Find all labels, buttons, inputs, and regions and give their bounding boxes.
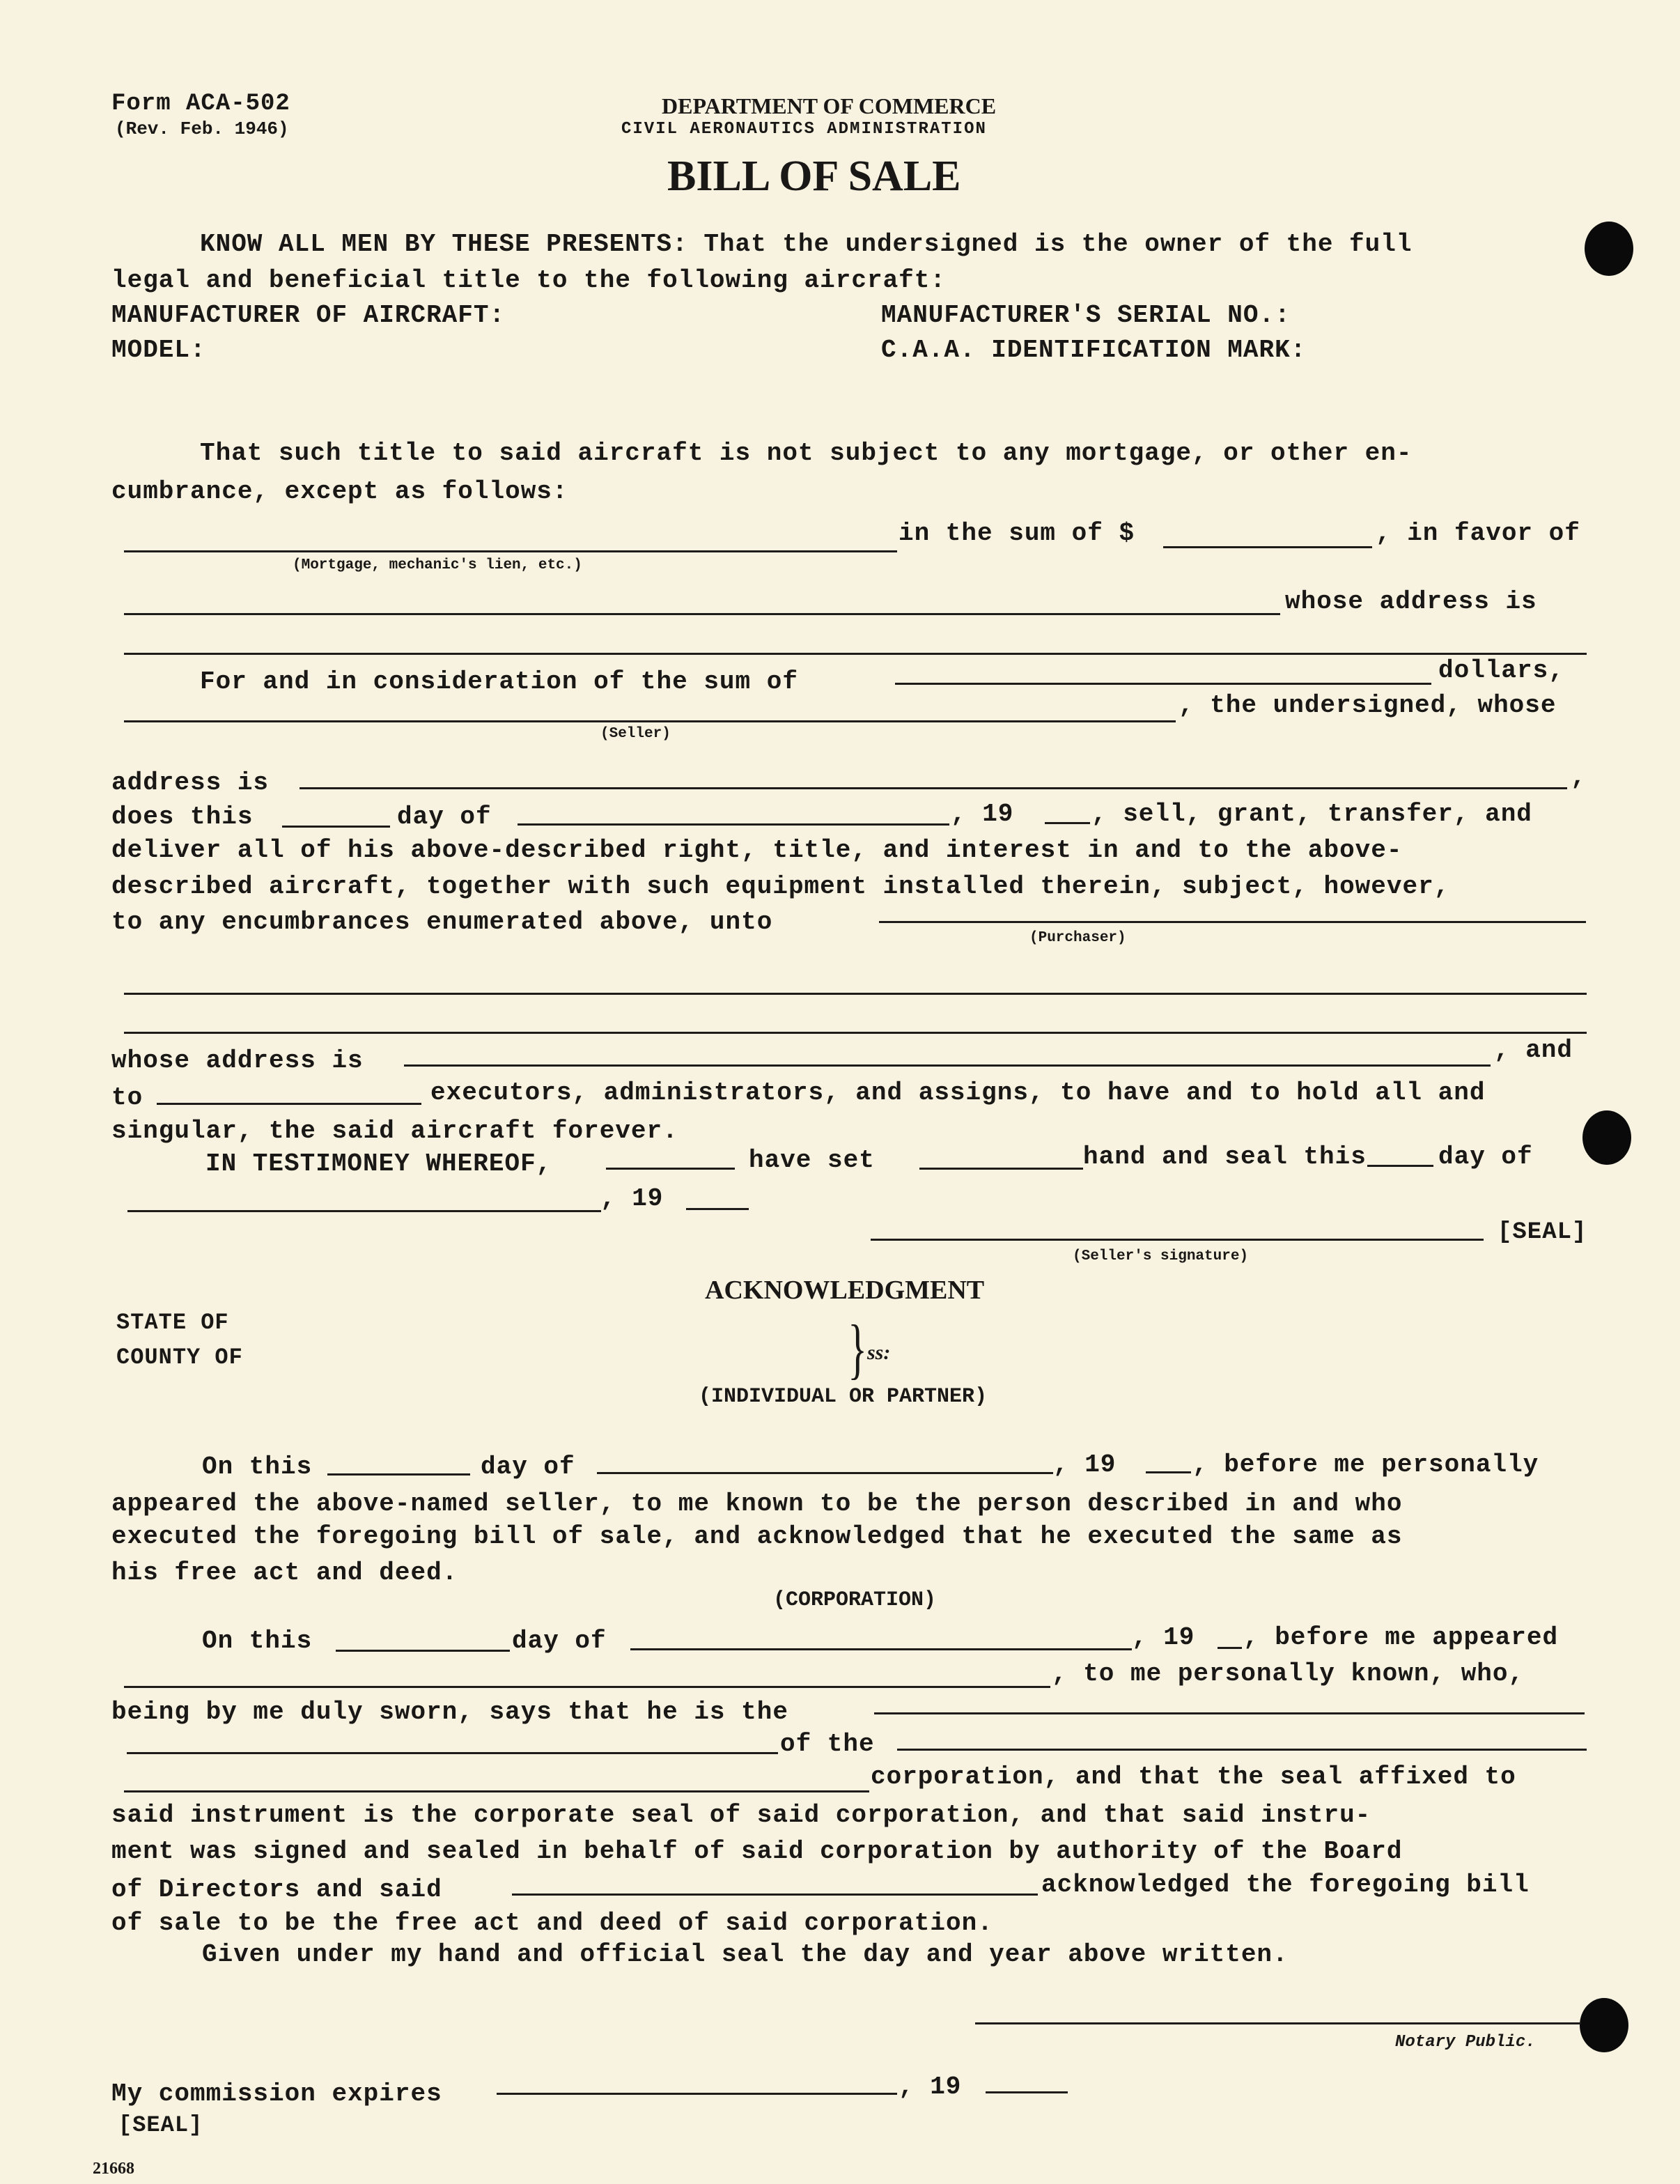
- corp-sworn-text: being by me duly sworn, says that he is the: [111, 1698, 788, 1726]
- intro-line-2: legal and beneficial title to the following aircraft:: [111, 266, 946, 295]
- encumbrance-type-caption: (Mortgage, mechanic's lien, etc.): [293, 557, 582, 573]
- intro-line-1: KNOW ALL MEN BY THESE PRESENTS: That the undersigned is the owner of the full: [200, 230, 1413, 258]
- venue-brace: }: [848, 1311, 867, 1386]
- consideration-prefix: For and in consideration of the sum of: [200, 667, 798, 696]
- corp-before-text: , before me appeared: [1243, 1623, 1559, 1652]
- lienholder-address-field[interactable]: [124, 653, 1587, 655]
- purchaser-caption: (Purchaser): [1029, 930, 1126, 946]
- ind-line-3: executed the foregoing bill of sale, and acknowledged that he executed the same as: [111, 1522, 1403, 1551]
- testimony-day-of-label: day of: [1438, 1143, 1533, 1171]
- punch-hole-middle: [1582, 1110, 1631, 1165]
- deliver-line: deliver all of his above-described right, title, and interest in and to the above-: [111, 836, 1403, 865]
- ind-before-text: , before me personally: [1192, 1450, 1539, 1479]
- corp-officer-title-field[interactable]: [874, 1712, 1585, 1714]
- corp-signed-line: ment was signed and sealed in behalf of said corporation by authority of the Board: [111, 1837, 1403, 1866]
- serial-number-value[interactable]: [1344, 301, 1553, 326]
- purchaser-name-continued-field[interactable]: [124, 993, 1587, 995]
- singular-text: singular, the said aircraft forever.: [111, 1117, 678, 1145]
- commission-year-field[interactable]: [986, 2091, 1068, 2093]
- state-value[interactable]: [265, 1310, 808, 1335]
- sale-year-field[interactable]: [1045, 822, 1090, 824]
- hand-seal-label: hand and seal this: [1083, 1143, 1367, 1171]
- encumbrance-line-2: cumbrance, except as follows:: [111, 477, 568, 506]
- corp-sale-line: of sale to be the free act and deed of said corporation.: [111, 1909, 993, 1937]
- corp-month-field[interactable]: [630, 1648, 1132, 1650]
- heirs-field[interactable]: [157, 1103, 421, 1105]
- testimony-day-field[interactable]: [1367, 1165, 1433, 1167]
- identification-mark-label: C.A.A. IDENTIFICATION MARK:: [881, 336, 1307, 364]
- corp-known-text: , to me personally known, who,: [1052, 1659, 1525, 1688]
- corp-directors-label: of Directors and said: [111, 1875, 442, 1904]
- ind-year-prefix: , 19: [1053, 1450, 1117, 1479]
- corp-corporation-text: corporation, and that the seal affixed to: [871, 1763, 1516, 1791]
- department-name: DEPARTMENT OF COMMERCE: [662, 93, 997, 118]
- encumbrance-sum-field[interactable]: [1163, 546, 1372, 548]
- county-value[interactable]: [279, 1345, 808, 1370]
- purchaser-address-label: whose address is: [111, 1046, 364, 1075]
- corp-acknowledged-text: acknowledged the foregoing bill: [1041, 1871, 1530, 1899]
- corp-acknowledging-officer-field[interactable]: [512, 1893, 1038, 1896]
- manufacturer-label: MANUFACTURER OF AIRCRAFT:: [111, 301, 506, 330]
- model-label: MODEL:: [111, 336, 206, 364]
- seller-caption: (Seller): [600, 726, 671, 742]
- individual-heading: (INDIVIDUAL OR PARTNER): [699, 1385, 988, 1409]
- seller-signature-caption: (Seller's signature): [1073, 1248, 1249, 1264]
- purchaser-name-field[interactable]: [879, 921, 1586, 923]
- ind-day-of-label: day of: [481, 1453, 575, 1481]
- corp-name-continued-field[interactable]: [124, 1790, 869, 1792]
- seller-signature-field[interactable]: [871, 1239, 1484, 1241]
- encumbrance-type-field[interactable]: [124, 550, 897, 552]
- dollars-label: dollars,: [1438, 656, 1564, 685]
- state-label: STATE OF: [116, 1310, 229, 1335]
- ind-year-field[interactable]: [1146, 1471, 1191, 1473]
- punch-hole-bottom: [1580, 1998, 1628, 2052]
- seller-seal-label: [SEAL]: [1498, 1219, 1587, 1246]
- ind-on-this-label: On this: [202, 1453, 313, 1481]
- to-label: to: [111, 1083, 143, 1112]
- seller-name-field[interactable]: [124, 720, 1176, 722]
- print-code: 21668: [93, 2160, 134, 2178]
- corp-day-field[interactable]: [336, 1650, 510, 1652]
- purchaser-address-and: , and: [1494, 1036, 1573, 1064]
- purchaser-address-field[interactable]: [404, 1064, 1491, 1067]
- testimony-pronoun-field[interactable]: [919, 1168, 1083, 1170]
- lienholder-name-field[interactable]: [124, 613, 1280, 615]
- sale-year-prefix: , 19: [951, 800, 1014, 828]
- notary-caption: Notary Public.: [1395, 2033, 1536, 2052]
- testimony-party-field[interactable]: [606, 1168, 735, 1170]
- notary-signature-field[interactable]: [975, 2022, 1581, 2024]
- commission-month-field[interactable]: [497, 2093, 897, 2095]
- corp-year-prefix: , 19: [1132, 1623, 1195, 1652]
- manufacturer-value[interactable]: [550, 301, 829, 326]
- corp-on-this-label: On this: [202, 1627, 313, 1655]
- model-value[interactable]: [223, 336, 780, 361]
- seller-address-label: address is: [111, 768, 270, 797]
- whose-address-label: whose address is: [1285, 587, 1537, 616]
- ss-label: ss:: [867, 1341, 891, 1364]
- corp-of-the-label: of the: [780, 1730, 875, 1758]
- sale-day-of-label: day of: [397, 803, 492, 831]
- purchaser-name-extra-field[interactable]: [124, 1032, 1587, 1034]
- form-revision: (Rev. Feb. 1946): [115, 118, 289, 139]
- ind-month-field[interactable]: [597, 1472, 1053, 1474]
- testimony-prefix: IN TESTIMONEY WHEREOF,: [205, 1149, 552, 1178]
- seller-address-comma: ,: [1571, 763, 1587, 791]
- acknowledgment-title: ACKNOWLEDGMENT: [705, 1276, 985, 1305]
- executors-text: executors, administrators, and assigns, to have and to hold all and: [430, 1078, 1486, 1107]
- corp-officer-title-continued-field[interactable]: [127, 1752, 778, 1754]
- sell-grant-text: , sell, grant, transfer, and: [1091, 800, 1532, 828]
- sale-day-field[interactable]: [282, 826, 390, 828]
- have-set-label: have set: [749, 1146, 875, 1175]
- ind-day-field[interactable]: [327, 1473, 470, 1476]
- corp-instrument-line: said instrument is the corporate seal of said corporation, and that said instru-: [111, 1801, 1371, 1829]
- given-under-line: Given under my hand and official seal the day and year above written.: [202, 1940, 1289, 1969]
- sale-month-field[interactable]: [518, 823, 949, 826]
- corp-day-of-label: day of: [512, 1627, 607, 1655]
- serial-number-label: MANUFACTURER'S SERIAL NO.:: [881, 301, 1291, 330]
- ind-line-4: his free act and deed.: [111, 1558, 458, 1587]
- agency-name: CIVIL AERONAUTICS ADMINISTRATION: [621, 120, 987, 139]
- ind-line-2: appeared the above-named seller, to me known to be the person described in and who: [111, 1489, 1403, 1518]
- corp-name-field[interactable]: [897, 1749, 1587, 1751]
- commission-label: My commission expires: [111, 2080, 442, 2108]
- undersigned-label: , the undersigned, whose: [1179, 691, 1557, 720]
- consideration-amount-field[interactable]: [895, 683, 1431, 685]
- commission-year-prefix: , 19: [899, 2073, 962, 2101]
- described-line: described aircraft, together with such equipment installed therein, subject, however,: [111, 872, 1450, 901]
- corporation-heading: (CORPORATION): [773, 1588, 937, 1612]
- county-label: COUNTY OF: [116, 1345, 243, 1370]
- page-title: BILL OF SALE: [667, 153, 961, 200]
- does-this-label: does this: [111, 803, 254, 831]
- seller-address-field[interactable]: [300, 787, 1567, 789]
- unto-line: to any encumbrances enumerated above, unto: [111, 908, 773, 936]
- testimony-year-field[interactable]: [686, 1208, 749, 1210]
- identification-mark-value[interactable]: [1365, 336, 1553, 361]
- in-favor-label: , in favor of: [1376, 519, 1580, 548]
- notary-seal-label: [SEAL]: [118, 2112, 203, 2138]
- punch-hole-top: [1585, 222, 1633, 276]
- testimony-year-prefix: , 19: [600, 1184, 664, 1213]
- corp-officer-name-field[interactable]: [124, 1686, 1050, 1688]
- form-number: Form ACA-502: [111, 91, 290, 117]
- sum-label: in the sum of $: [899, 519, 1135, 548]
- testimony-month-field[interactable]: [127, 1210, 601, 1212]
- corp-year-field[interactable]: [1218, 1647, 1242, 1649]
- encumbrance-line-1: That such title to said aircraft is not subject to any mortgage, or other en-: [200, 439, 1413, 467]
